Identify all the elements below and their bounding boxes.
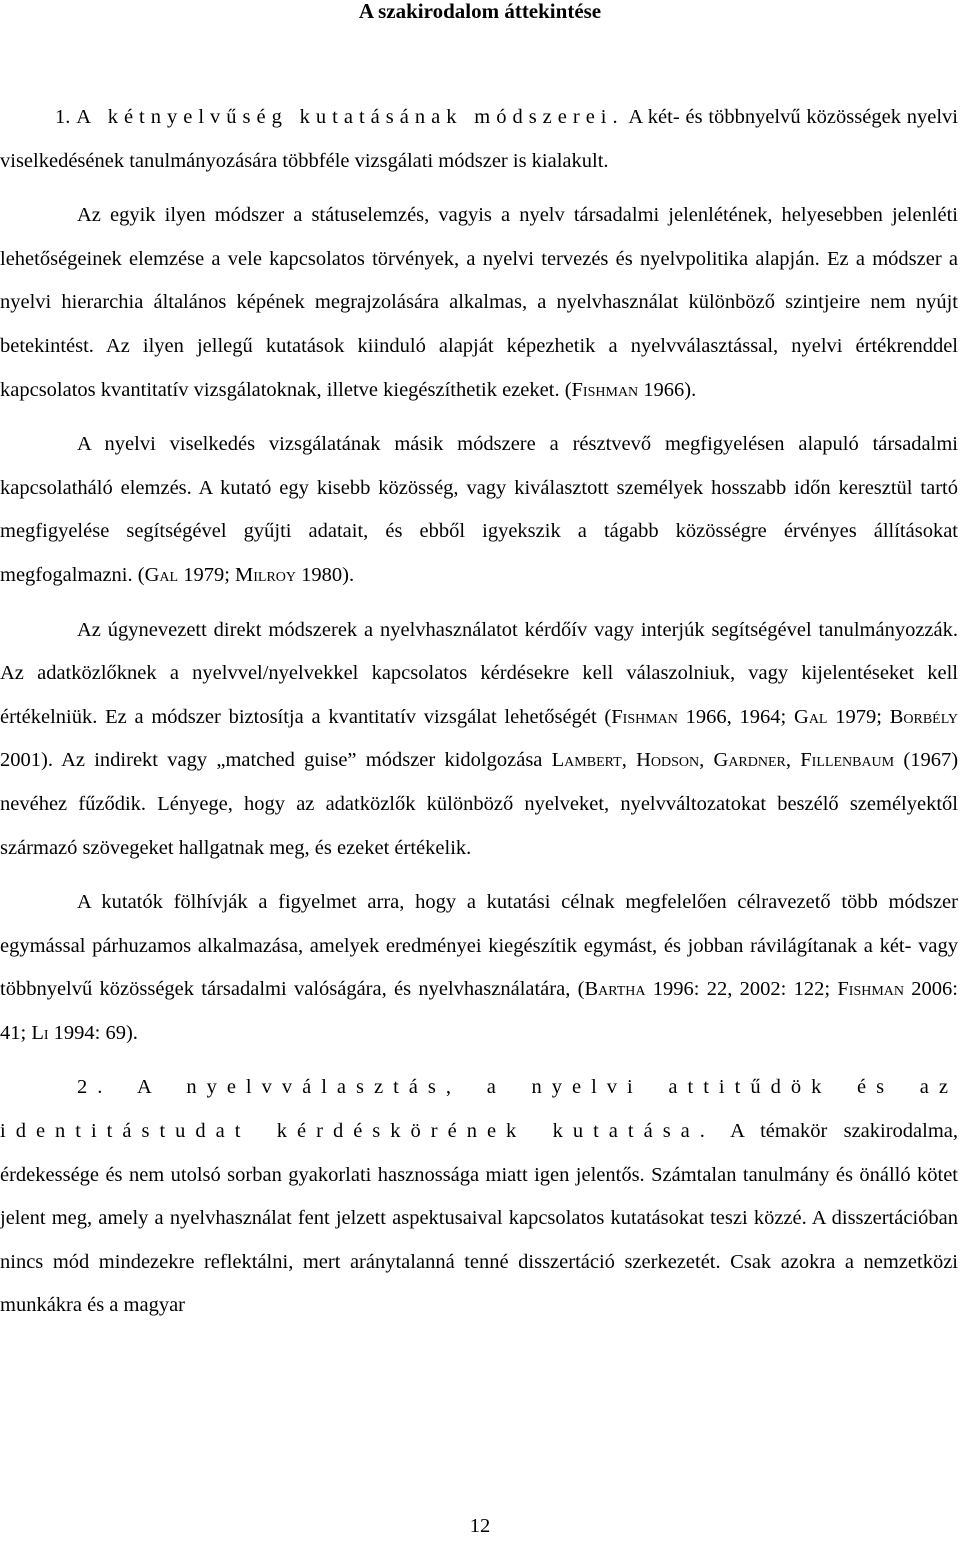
section-1-paragraph bbox=[0, 96, 958, 183]
paragraph-network-analysis: A nyelvi viselkedés vizsgálatának másik módszere a résztvevő megfigyelésen alapuló társadalmi kapcsolatháló elemzés. A kutató egy kisebb közösség, vagy kiválasztott személyek hosszabb időn keresztül tartó megfigyelése segítségével gyűjti adatait, és ebből igyekszik a tágabb közösségre érvényes állításokat megfogalmazni. (Gal 1979; Milroy 1980). bbox=[0, 433, 958, 586]
page-title: A szakirodalom áttekintése bbox=[358, 0, 602, 23]
page-number: 12 bbox=[469, 1515, 491, 1537]
section-1-number: 1. bbox=[55, 106, 71, 128]
citation-author: Borbély bbox=[889, 705, 958, 728]
citation-author: Gardner bbox=[713, 749, 786, 772]
paragraph-direct-methods: Az úgynevezett direkt módszerek a nyelvhasználatot kérdőív vagy interjúk segítségével tanulmányozzák. Az adatközlőknek a nyelvvel/nyelvekkel kapcsolatos kérdésekre kell válaszolniuk, vagy kijelentéseket kell értékelniük. Ez a módszer biztosítja a kvantitatív vizsgálat lehetőségét (Fishman 1966, 1964; Gal 1979; Borbély 2001). Az indirekt vagy „matched guise” módszer kidolgozása Lambert, Hodson, Gardner, Fillenbaum (1967) nevéhez fűződik. Lényege, hogy az adatközlők különböző nyelveket, nyelvváltozatokat beszélő személyektől származó szövegeket hallgatnak meg, és ezeket értékelik. bbox=[0, 618, 959, 859]
citation-author: Fishman bbox=[837, 978, 905, 1001]
citation-author: Fillenbaum bbox=[800, 749, 895, 772]
citation-author: Fishman bbox=[571, 378, 639, 401]
section-2-paragraph bbox=[0, 1066, 958, 1328]
citation-author: Lambert bbox=[551, 749, 622, 772]
citation-author: Bartha bbox=[584, 978, 646, 1001]
citation-author: Fishman bbox=[611, 705, 678, 728]
citation-author: Gal bbox=[144, 563, 179, 586]
citation-author: Gal bbox=[794, 705, 828, 728]
section-1-intro: A két- és többnyelvű közösségek nyelvi viselkedésének tanulmányozására többféle vizsgálati módszer is kialakult. bbox=[0, 106, 958, 172]
citation-author: Hodson bbox=[636, 749, 700, 772]
section-2-text: A témakör szakirodalma, érdekessége és nem utolsó sorban gyakorlati hasznossága miatt igen jelentős. Számtalan tanulmány és önálló kötet jelent meg, amely a nyelvhasználat fent jelzett aspektusaival kapcsolatos kutatásokat teszi közzé. A disszertációban nincs mód mindezekre reflektálni, mert aránytalanná tenné disszertáció szerkezetét. Csak azokra a nemzetközi munkákra és a magyar bbox=[0, 1120, 958, 1317]
body-text bbox=[0, 96, 958, 1328]
citation-author: Li bbox=[31, 1021, 49, 1044]
paragraph-combined-methods: A kutatók fölhívják a figyelmet arra, hogy a kutatási célnak megfelelően célravezető több módszer egymással párhuzamos alkalmazása, amelyek eredményei kiegészítik egymást, és jobban rávilágítanak a két- vagy többnyelvű közösségek társadalmi valóságára, és nyelvhasználatára, (Bartha 1996: 22, 2002: 122; Fishman 2006: 41; Li 1994: 69). bbox=[0, 891, 958, 1044]
section-2-heading: 2. A nyelvválasztás, a nyelvi attitűdök és az identitástudat kérdéskörének kutatása. bbox=[0, 1076, 958, 1143]
section-1-heading: A kétnyelvűség kutatásának módszerei. bbox=[76, 106, 624, 128]
paragraph-status-analysis: Az egyik ilyen módszer a státuselemzés, vagyis a nyelv társadalmi jelenlétének, helyesebben jelenléti lehetőségeinek elemzése a vele kapcsolatos törvények, a nyelvi tervezés és nyelvpolitika alapján. Ez a módszer a nyelvi hierarchia általános képének megrajzolására alkalmas, a nyelvhasználat különböző szintjeire nem nyújt betekintést. Az ilyen jellegű kutatások kiinduló alapját képezhetik a nyelvválasztással, nyelvi értékrenddel kapcsolatos kvantitatív vizsgálatoknak, illetve kiegészíthetik ezeket. (Fishman 1966). bbox=[0, 204, 958, 401]
citation-author: Milroy bbox=[235, 563, 297, 586]
